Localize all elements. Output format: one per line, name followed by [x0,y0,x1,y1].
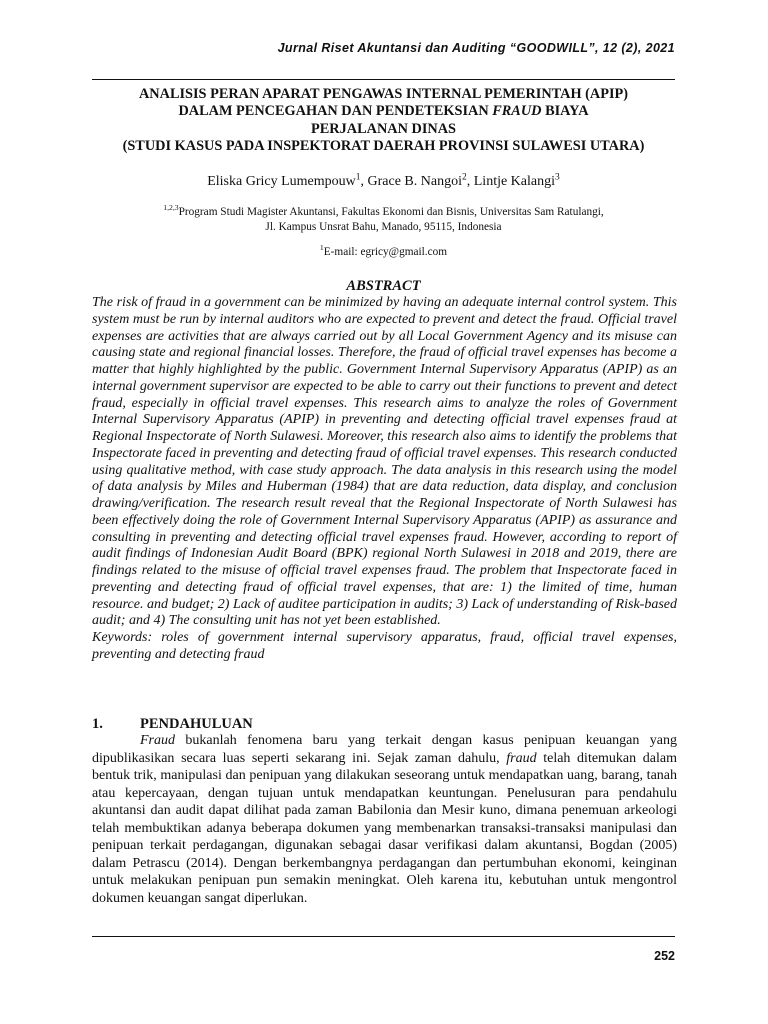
email-text: E-mail: egricy@gmail.com [323,246,448,258]
title-line-1: ANALISIS PERAN APARAT PENGAWAS INTERNAL PEMERINTAH (APIP) [138,86,629,102]
affiliation-line-2: Jl. Kampus Unsrat Bahu, Manado, 95115, Indonesia [265,221,502,233]
page-number: 252 [654,949,675,963]
paper-title [92,86,675,155]
title-line-4: (STUDI KASUS PADA INSPEKTORAT DAERAH PROVINSI SULAWESI UTARA) [122,137,645,154]
title-line-2-start: DALAM PENCEGAHAN DAN PENDETEKSIAN [178,103,493,120]
journal-header: Jurnal Riset Akuntansi dan Auditing “GOODWILL”, 12 (2), 2021 [277,41,675,55]
title-line-2 [92,103,675,120]
abstract-body [92,295,677,664]
author-3: , Lintje Kalangi [466,174,556,189]
intro-text-1: bukanlah fenomena baru yang terkait dengan kasus penipuan keuangan yang dipublikasikan secara luas seperti sekarang ini. Sejak zaman dahulu, [92,733,677,766]
affiliation-line-1 [92,205,675,220]
affiliation-text-1: Program Studi Magister Akuntansi, Fakultas Ekonomi dan Bisnis, Universitas Sam Ratulangi, [178,206,604,218]
title-line-2-end: BIAYA [541,103,589,120]
abstract-heading: ABSTRACT [346,278,421,294]
author-1-sup: 1 [355,172,361,183]
header-rule [92,79,675,80]
email-sup: 1 [319,243,324,253]
author-2-sup: 2 [461,172,467,183]
intro-body [92,732,677,907]
title-line-3: PERJALANAN DINAS [311,120,456,137]
abstract-text: The risk of fraud in a government can be minimized by having an adequate internal control system. This system must be run by internal auditors who are expected to prevent and detect the fraud. Official travel expenses are activities that are always carried out by all Local Government Agency and its misuse can causing state and regional financial losses. Therefore, the fraud of official travel expenses has become a matter that highly highlighted by the public. Government Internal Supervisory Apparatus (APIP) as an internal government supervisor are expected to be able to carry out their functions to prevent and detect fraud, especially in official travel expenses. This research aims to analyze the roles of Government Internal Supervisory Apparatus (APIP) in preventing and detecting official travel expenses fraud at Regional Inspectorate of North Sulawesi. Moreover, this research also aims to identify the problems that Inspectorate faced in preventing and detecting fraud of official travel expenses. This research conducted using qualitative method, with case study approach. The data analysis in this research using the model of data analysis by Miles and Huberman (1984) that are data reduction, data display, and conclusion drawing/verification. The research result reveal that the Regional Inspectorate of North Sulawesi has been effectively doing the role of Government Internal Supervisory Apparatus (APIP) as assurance and consulting in preventing and detecting official travel expenses fraud. However, according to report of audit findings of Indonesian Audit Board (BPK) regional North Sulawesi in 2018 and 2019, there are findings related to the misuse of official travel expenses fraud. The problem that Inspectorate faced in preventing and detecting fraud of official travel expenses, that are: 1) the limited of time, human resource. and budget; 2) Lack of auditee participation in audits; 3) Lack of understanding of Risk-based audit; and 4) The consulting unit has not yet been established. [92,295,677,629]
abstract-keywords: Keywords: roles of government internal supervisory apparatus, fraud, official travel expenses, preventing and detecting fraud [92,630,677,662]
intro-paragraph [92,732,677,907]
author-1: Eliska Gricy Lumempouw [207,174,356,189]
author-email [92,243,675,258]
author-list [92,174,675,190]
intro-text-2: telah ditemukan dalam bentuk trik, manipulasi dan penipuan yang dilakukan seseorang untuk mendapatkan uang, barang, tanah atau kepercayaan, dengan tujuan untuk mendapatkan keuntungan. Penelusuran para pendahulu akuntansi dan audit dapat dilihat pada zaman Babilonia dan Mesir kuno, dimana penemuan arkeologi telah membuktikan adanya beberapa dokumen yang membenarkan transaksi-transaksi manipulasi dan penipuan terkait perdagangan, digunakan sebagai dasar verifikasi dalam akuntansi, Bogdan (2005) dalam Petrascu (2014). Dengan berkembangnya perdagangan dan pertumbuhan ekonomi, keinginan untuk melakukan penipuan pun semakin meningkat. Oleh karena itu, kebutuhan untuk mengontrol dokumen keuangan sangat diperlukan. [92,750,677,906]
author-3-sup: 3 [555,172,560,183]
affiliation-sup: 1,2,3 [163,203,179,213]
intro-fraud-italic: Fraud [140,733,175,748]
section-heading [92,716,253,733]
affiliation [92,205,675,235]
intro-fraud-italic-2: fraud [506,750,537,766]
section-number: 1. [92,716,103,732]
title-fraud-italic: FRAUD [492,103,542,120]
footer-rule [92,936,675,937]
section-title: PENDAHULUAN [140,716,253,732]
author-2: , Grace B. Nangoi [360,174,462,189]
